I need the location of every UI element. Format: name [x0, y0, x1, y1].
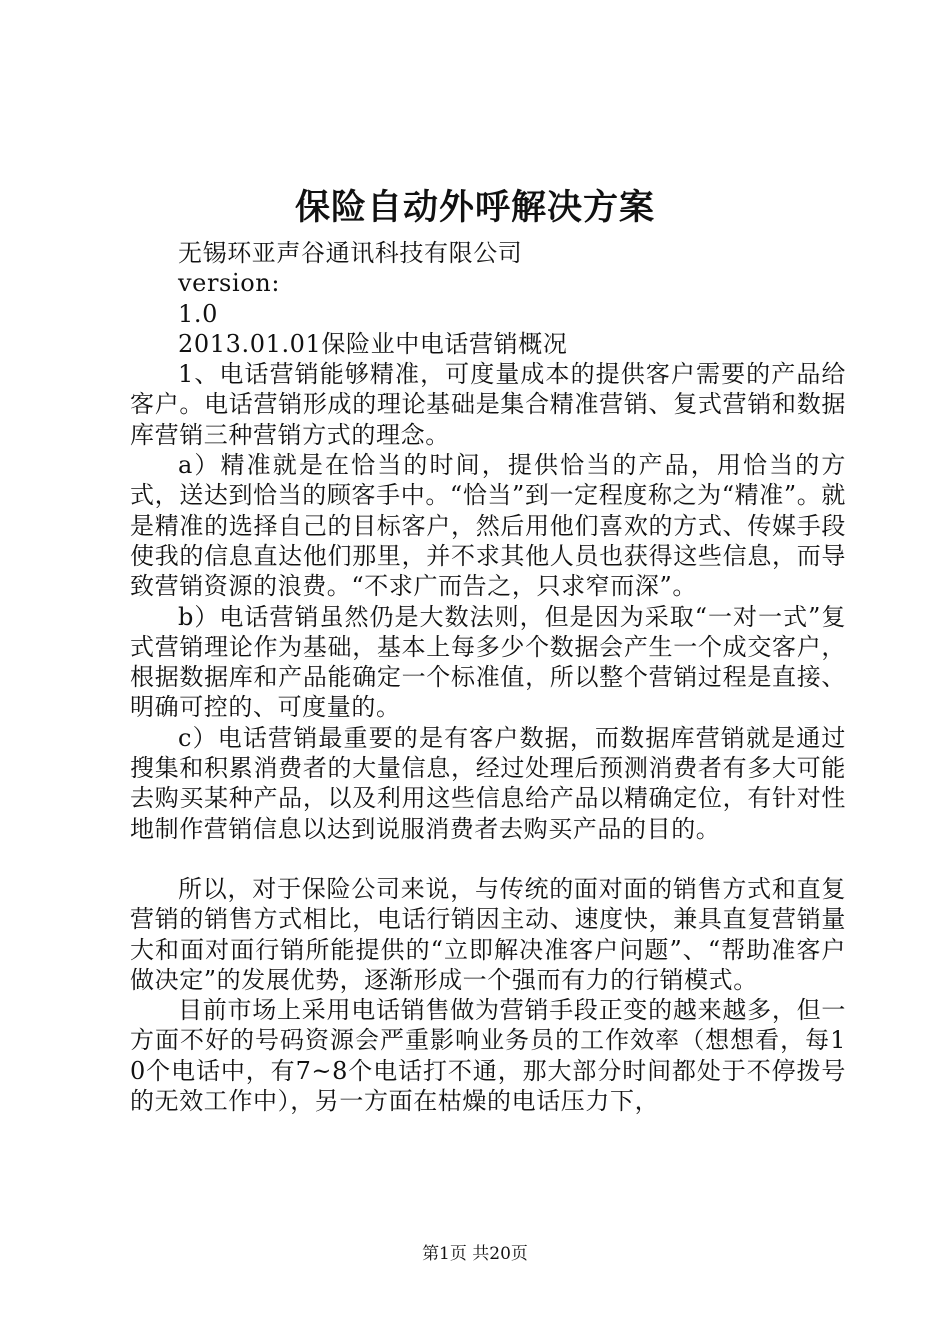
document-title: 保险自动外呼解决方案	[294, 187, 655, 228]
company-name: 无锡环亚声谷通讯科技有限公司	[178, 239, 523, 267]
paragraph-gap	[130, 844, 846, 874]
version-label: version:	[178, 269, 281, 298]
paragraph-summary: 所以，对于保险公司来说，与传统的面对面的销售方式和直复营销的销售方式相比，电话行销因主动、速度快，兼具直复营销量大和面对面行销所能提供的“立即解决准客户问题”、“帮助准客户做决定”的发展优势，逐渐形成一个强而有力的行销模式。	[130, 874, 846, 994]
paragraph-b: b）电话营销虽然仍是大数法则，但是因为采取“一对一式”复式营销理论作为基础，基本上每多少个数据会产生一个成交客户，根据数据库和产品能确定一个标准值，所以整个营销过程是直接、明确可控的、可度量的。	[130, 602, 846, 722]
date-and-section-title: 2013.01.01保险业中电话营销概况	[178, 329, 568, 358]
version-number: 1.0	[178, 299, 218, 328]
paragraph-market: 目前市场上采用电话销售做为营销手段正变的越来越多，但一方面不好的号码资源会严重影响业务员的工作效率（想想看，每10个电话中，有7~8个电话打不通，那大部分时间都处于不停拨号的无效工作中），另一方面在枯燥的电话压力下，	[130, 996, 846, 1116]
paragraph-1: 1、电话营销能够精准，可度量成本的提供客户需要的产品给客户。电话营销形成的理论基础是集合精准营销、复式营销和数据库营销三种营销方式的理念。	[130, 360, 846, 449]
paragraph-a: a）精准就是在恰当的时间，提供恰当的产品，用恰当的方式，送达到恰当的顾客手中。“恰当”到一定程度称之为“精准”。就是精准的选择自己的目标客户，然后用他们喜欢的方式、传媒手段使我的信息直达他们那里，并不求其他人员也获得这些信息，而导致营销资源的浪费。“不求广而告之，只求窄而深”。	[130, 451, 846, 601]
page-footer: 第1页 共20页	[422, 1244, 528, 1264]
document-body	[130, 238, 846, 1116]
paragraph-c: c）电话营销最重要的是有客户数据，而数据库营销就是通过搜集和积累消费者的大量信息，经过处理后预测消费者有多大可能去购买某种产品，以及利用这些信息给产品以精确定位，有针对性地制作营销信息以达到说服消费者去购买产品的目的。	[130, 723, 846, 843]
